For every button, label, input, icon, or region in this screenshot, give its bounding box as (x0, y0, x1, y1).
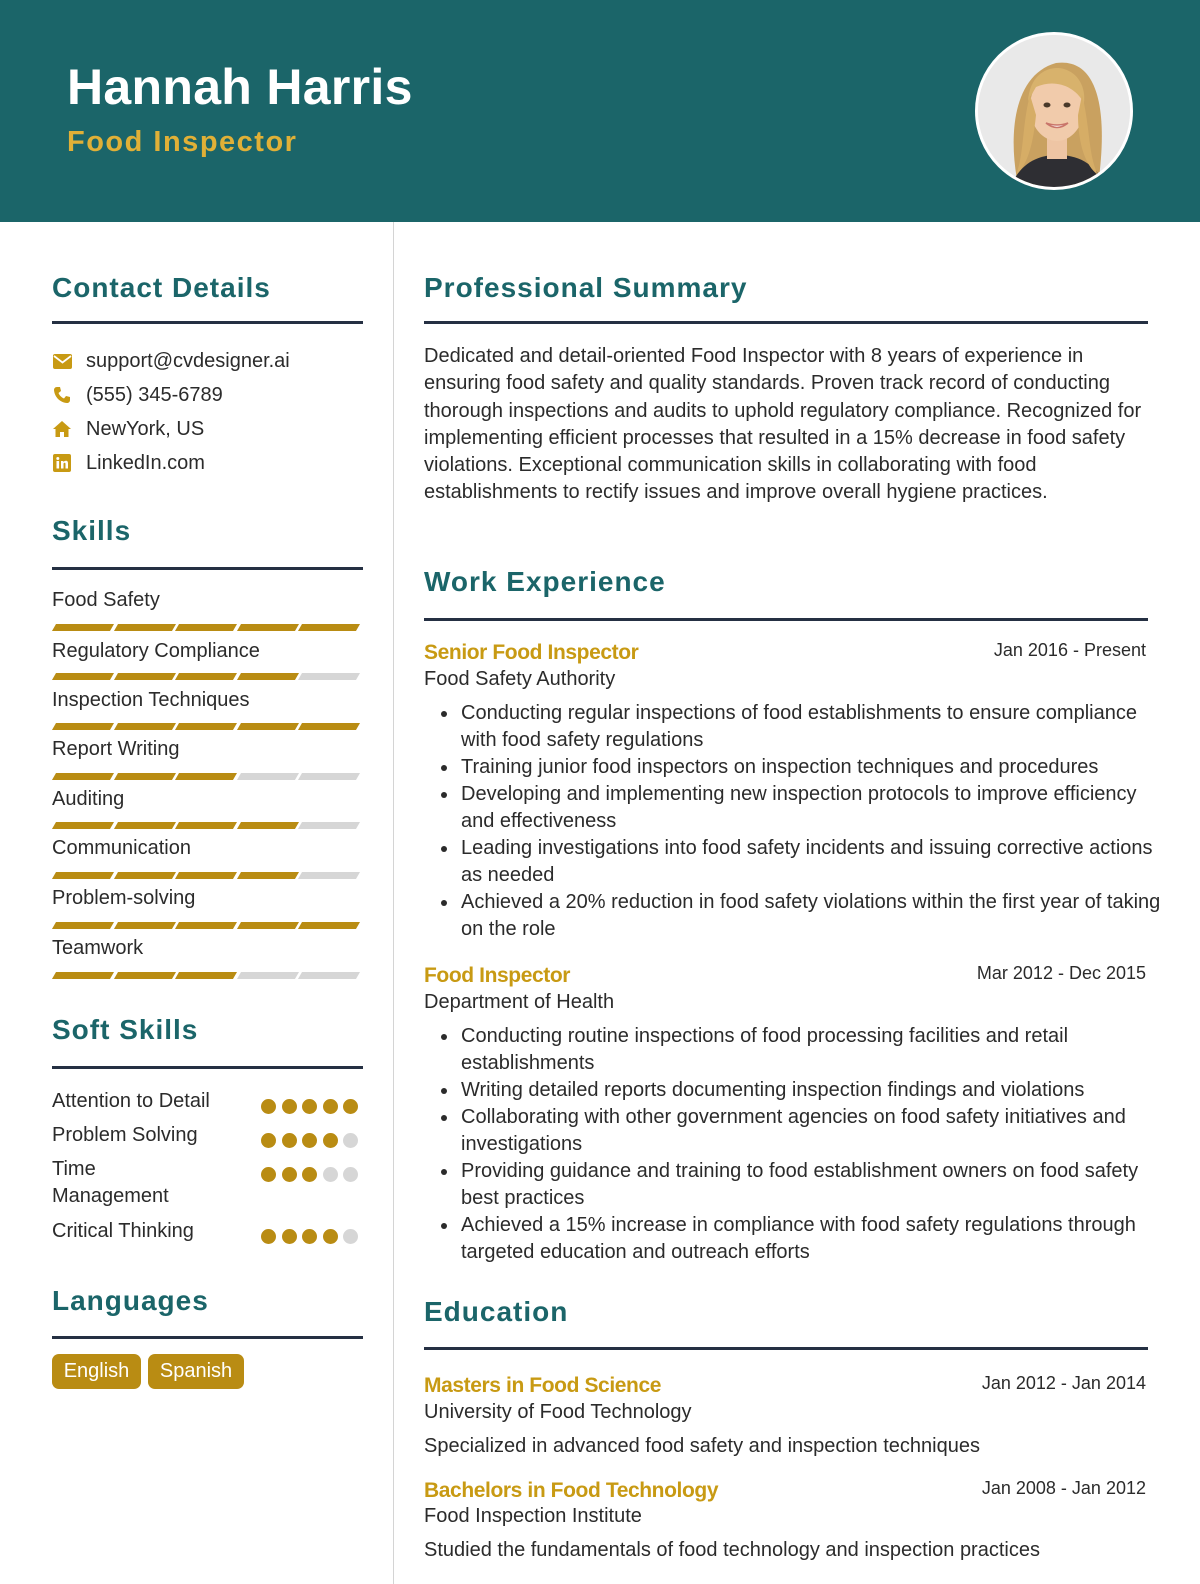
skill-bar-segment-filled (113, 972, 175, 979)
rating-dot-filled (261, 1167, 276, 1182)
job-bullet: Writing detailed reports documenting inspection findings and violations (461, 1077, 1161, 1104)
skill-bar-segment-empty (298, 972, 360, 979)
job-bullet-list (461, 1023, 1161, 1266)
contact-linkedin-text: LinkedIn.com (86, 451, 205, 474)
soft-skills-heading: Soft Skills (52, 1014, 199, 1045)
rating-dot-filled (343, 1099, 358, 1114)
education-heading: Education (424, 1296, 569, 1327)
degree-dates: Jan 2012 - Jan 2014 (981, 1373, 1146, 1393)
job-bullet: Conducting routine inspections of food processing facilities and retail establishments (461, 1023, 1161, 1077)
skill-bar-segment-empty (298, 773, 360, 780)
job-role: Senior Food Inspector (424, 641, 639, 664)
skill-bar-segment-filled (113, 723, 175, 730)
skill-bar-segment-filled (52, 673, 114, 680)
job-bullet: Training junior food inspectors on inspection techniques and procedures (461, 754, 1161, 781)
degree-title: Masters in Food Science (424, 1374, 662, 1397)
linkedin-icon (52, 453, 72, 473)
rating-dot-empty (343, 1229, 358, 1244)
skills-heading: Skills (52, 515, 132, 546)
skill-bar-segment-filled (175, 624, 237, 631)
skill-bar-segment-empty (236, 773, 298, 780)
skill-bar-segment-filled (52, 624, 114, 631)
skill-bar-segment-filled (52, 822, 114, 829)
language-pill-english: English (52, 1354, 141, 1389)
school-name: University of Food Technology (424, 1401, 692, 1423)
rating-dot-empty (343, 1167, 358, 1182)
skill-bar-segment-filled (175, 972, 237, 979)
contact-location-text: NewYork, US (86, 417, 205, 440)
home-icon (52, 419, 72, 439)
skill-bar-segment-filled (113, 922, 175, 929)
languages-heading: Languages (52, 1285, 209, 1316)
rating-dot-filled (261, 1229, 276, 1244)
job-bullet: Achieved a 20% reduction in food safety violations within the first year of taking on the role (461, 889, 1161, 943)
job-bullet: Conducting regular inspections of food establishments to ensure compliance with food safety regulations (461, 700, 1161, 754)
skill-bar-segment-filled (113, 673, 175, 680)
skill-bar-segment-filled (298, 922, 360, 929)
skill-bar-segment-filled (52, 872, 114, 879)
experience-rule (424, 618, 1148, 621)
contact-phone[interactable] (52, 382, 223, 408)
skills-rule (52, 567, 363, 570)
summary-text: Dedicated and detail-oriented Food Inspector with 8 years of experience in ensuring food safety and quality standards. Proven track record of conducting thorough inspections and audits to uphold regulatory compliance. Recognized for implementing efficient processes that resulted in a 15% decrease in food safety violations. Exceptional communication skills in collaborating with food establishments to rectify issues and improve overall hygiene practices. (424, 345, 1142, 504)
skill-bar-segment-filled (236, 723, 298, 730)
skill-label: Inspection Techniques (52, 689, 250, 711)
skill-bar-segment-empty (298, 872, 360, 879)
soft-skills-rule (52, 1066, 363, 1069)
contact-email[interactable] (52, 348, 290, 374)
contact-location (52, 416, 204, 442)
skill-bar-segment-filled (175, 773, 237, 780)
skill-label: Communication (52, 837, 191, 859)
skill-bar-segment-filled (175, 922, 237, 929)
contact-rule (52, 321, 363, 324)
school-name: Food Inspection Institute (424, 1505, 642, 1527)
rating-dot-filled (323, 1133, 338, 1148)
candidate-title: Food Inspector (67, 126, 298, 158)
skill-bar-segment-filled (52, 922, 114, 929)
skill-bar-segment-filled (175, 723, 237, 730)
rating-dot-filled (282, 1099, 297, 1114)
skill-bar-segment-filled (236, 673, 298, 680)
rating-dot-filled (323, 1229, 338, 1244)
skill-bar-segment-filled (175, 822, 237, 829)
rating-dot-empty (343, 1133, 358, 1148)
rating-dot-filled (261, 1133, 276, 1148)
skill-bar-segment-empty (298, 673, 360, 680)
language-pill-spanish: Spanish (148, 1354, 244, 1389)
job-bullet: Developing and implementing new inspection protocols to improve efficiency and effectiveness (461, 781, 1161, 835)
skill-label: Regulatory Compliance (52, 640, 260, 662)
degree-dates: Jan 2008 - Jan 2012 (981, 1478, 1146, 1498)
rating-dot-filled (302, 1229, 317, 1244)
education-rule (424, 1347, 1148, 1350)
soft-skill-label: Attention to Detail (52, 1090, 210, 1112)
rating-dot-filled (282, 1229, 297, 1244)
resume-header (0, 0, 1200, 222)
contact-phone-text: (555) 345-6789 (86, 383, 223, 406)
job-organization: Food Safety Authority (424, 668, 616, 690)
skill-bar-segment-filled (113, 872, 175, 879)
skill-bar-segment-filled (236, 872, 298, 879)
experience-heading: Work Experience (424, 566, 666, 597)
skill-bar-segment-filled (52, 723, 114, 730)
soft-skill-label: Time Management (52, 1158, 169, 1207)
rating-dot-filled (282, 1133, 297, 1148)
degree-title: Bachelors in Food Technology (424, 1479, 719, 1502)
skill-label: Auditing (52, 788, 125, 810)
contact-email-text: support@cvdesigner.ai (86, 349, 290, 372)
summary-heading: Professional Summary (424, 272, 748, 303)
skill-bar-segment-filled (298, 624, 360, 631)
skill-bar-segment-filled (236, 822, 298, 829)
contact-linkedin[interactable] (52, 450, 205, 476)
job-bullet: Providing guidance and training to food establishment owners on food safety best practices (461, 1158, 1161, 1212)
skill-label: Problem-solving (52, 887, 196, 909)
job-role: Food Inspector (424, 964, 571, 987)
job-organization: Department of Health (424, 991, 615, 1013)
skill-label: Report Writing (52, 738, 180, 760)
skill-bar-segment-filled (175, 872, 237, 879)
job-dates: Jan 2016 - Present (993, 640, 1146, 660)
soft-skill-label: Problem Solving (52, 1124, 198, 1146)
job-bullet: Collaborating with other government agencies on food safety initiatives and investigations (461, 1104, 1161, 1158)
skill-label: Food Safety (52, 589, 160, 611)
rating-dot-filled (261, 1099, 276, 1114)
candidate-name: Hannah Harris (67, 59, 413, 115)
rating-dot-filled (302, 1133, 317, 1148)
phone-icon (52, 385, 72, 405)
skill-bar-segment-filled (236, 922, 298, 929)
job-dates: Mar 2012 - Dec 2015 (976, 963, 1146, 983)
portrait-image (978, 35, 1133, 190)
skill-bar-segment-empty (236, 972, 298, 979)
degree-description: Studied the fundamentals of food technology and inspection practices (424, 1539, 1040, 1561)
skill-bar-segment-filled (298, 723, 360, 730)
skill-bar-segment-filled (52, 972, 114, 979)
skill-bar-segment-filled (52, 773, 114, 780)
contact-heading: Contact Details (52, 272, 271, 303)
rating-dot-empty (323, 1167, 338, 1182)
rating-dot-filled (302, 1099, 317, 1114)
degree-description: Specialized in advanced food safety and inspection techniques (424, 1435, 980, 1457)
job-bullet-list (461, 700, 1161, 943)
skill-bar-segment-filled (236, 624, 298, 631)
job-bullet: Achieved a 15% increase in compliance with food safety regulations through targeted education and outreach efforts (461, 1212, 1161, 1266)
skill-bar-segment-filled (175, 673, 237, 680)
summary-rule (424, 321, 1148, 324)
envelope-icon (52, 351, 72, 371)
profile-photo (975, 32, 1133, 190)
column-divider (393, 222, 394, 1584)
skill-bar-segment-filled (113, 624, 175, 631)
job-bullet: Leading investigations into food safety incidents and issuing corrective actions as needed (461, 835, 1161, 889)
skill-label: Teamwork (52, 937, 144, 959)
skill-bar-segment-filled (113, 773, 175, 780)
skill-bar-segment-filled (113, 822, 175, 829)
rating-dot-filled (302, 1167, 317, 1182)
skill-bar-segment-empty (298, 822, 360, 829)
languages-rule (52, 1336, 363, 1339)
rating-dot-filled (282, 1167, 297, 1182)
soft-skill-label: Critical Thinking (52, 1220, 194, 1242)
rating-dot-filled (323, 1099, 338, 1114)
